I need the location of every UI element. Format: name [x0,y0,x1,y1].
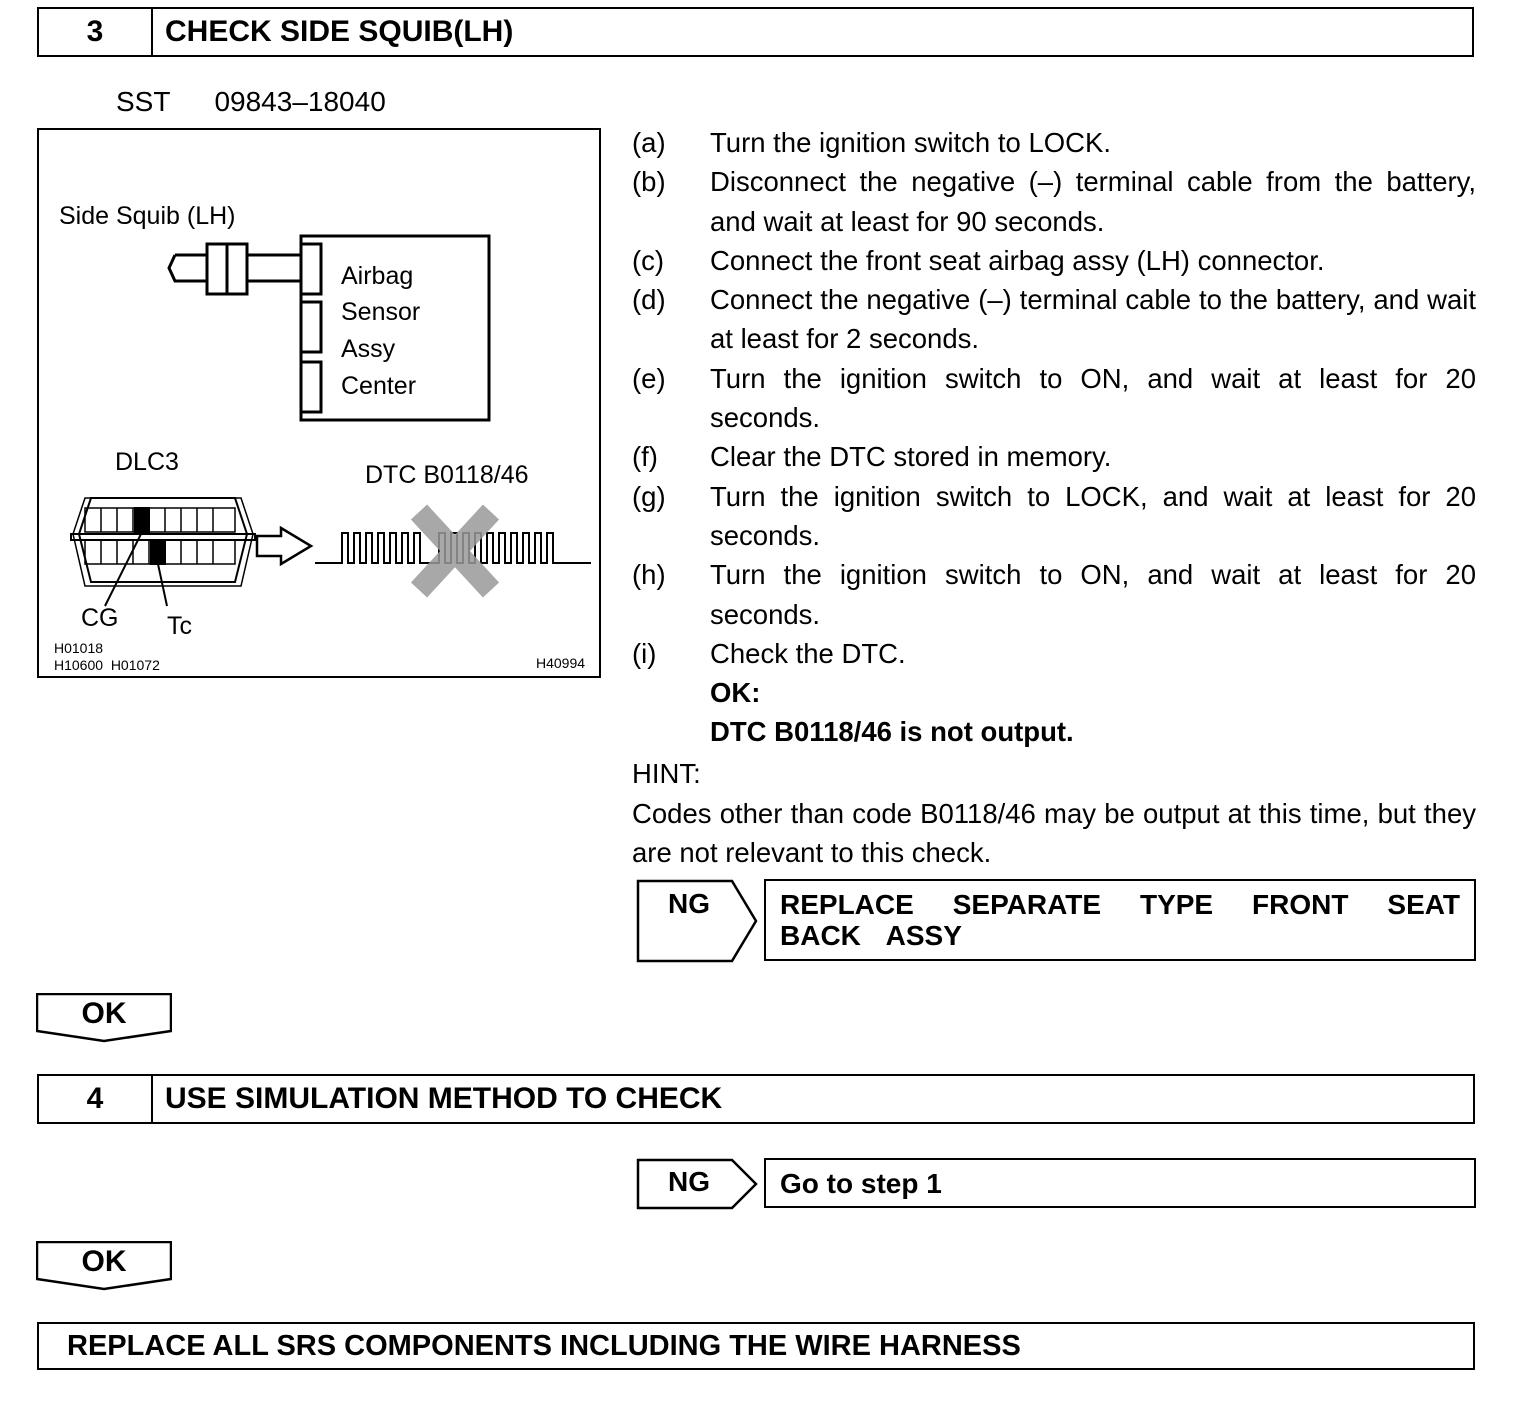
sst-label: SST [116,86,171,117]
ok-label-2: OK [81,1245,127,1278]
side-squib-label: Side Squib (LH) [59,202,236,230]
dlc3-connector [71,498,255,606]
step-4-header [37,1074,1475,1124]
sensor-label-1: Airbag [341,262,414,290]
ok-label-1: OK [81,997,127,1030]
step-3-number: 3 [39,9,153,55]
step-3-title: CHECK SIDE SQUIB(LH) [165,15,514,48]
figure-code-left-2: H10600 H01072 [54,657,160,673]
procedure-step: (e) Turn the ignition switch to ON, and wait at least for 20 seconds. [632,362,1476,434]
ng-action-2: Go to step 1 [764,1158,1476,1208]
hint-label: HINT: [632,758,701,789]
procedure-step: (i) Check the DTC. [632,637,906,669]
step-4-title: USE SIMULATION METHOD TO CHECK [165,1082,723,1115]
ok-criteria-text: DTC B0118/46 is not output. [710,716,1074,748]
cg-label: CG [81,604,119,632]
procedure-step: (h) Turn the ignition switch to ON, and wait at least for 20 seconds. [632,559,1476,630]
ok-criteria-label: OK: [710,677,761,709]
sst-number: 09843–18040 [214,86,386,117]
procedure-step: (a) Turn the ignition switch to LOCK. [632,127,1111,158]
ok-arrow-2 [36,1241,172,1289]
sensor-label-4: Center [341,372,417,400]
hollow-arrow [257,528,311,564]
hint-text: Codes other than code B0118/46 may be output at this time, but they are not relevant to this check. [632,797,1476,868]
procedure-step: (d) Connect the negative (–) terminal cable to the battery, and wait at least for 2 seconds. [632,284,1476,355]
sensor-label-3: Assy [341,335,396,363]
ng-action-1: REPLACE SEPARATE TYPE FRONT SEAT BACK ASSY [764,879,1476,961]
ng-label-2: NG [668,1166,710,1197]
ng-label-1: NG [668,888,710,919]
dlc3-label: DLC3 [115,448,179,476]
figure-code-right: H40994 [536,655,586,671]
step-4-number: 4 [39,1076,153,1122]
step-3-header [37,7,1474,57]
diagram-figure [37,128,601,678]
procedure-step: (b) Disconnect the negative (–) terminal cable from the battery, and wait at least for 90 seconds. [632,166,1476,237]
side-squib-connector [169,244,301,294]
procedure-step: (g) Turn the ignition switch to LOCK, and wait at least for 20 seconds. [632,480,1476,551]
sensor-label-2: Sensor [341,298,421,326]
procedure-step: (c) Connect the front seat airbag assy (LH) connector. [632,244,1325,276]
final-action: REPLACE ALL SRS COMPONENTS INCLUDING THE WIRE HARNESS [37,1322,1475,1370]
tc-label: Tc [167,612,192,640]
sst-line [116,86,386,118]
ok-arrow-1 [36,993,172,1041]
figure-code-left-1: H01018 [54,640,104,656]
procedure-list [632,123,1476,752]
procedure-step: (f) Clear the DTC stored in memory. [632,441,1112,473]
dtc-label: DTC B0118/46 [365,461,529,489]
hint-block [632,754,1476,873]
